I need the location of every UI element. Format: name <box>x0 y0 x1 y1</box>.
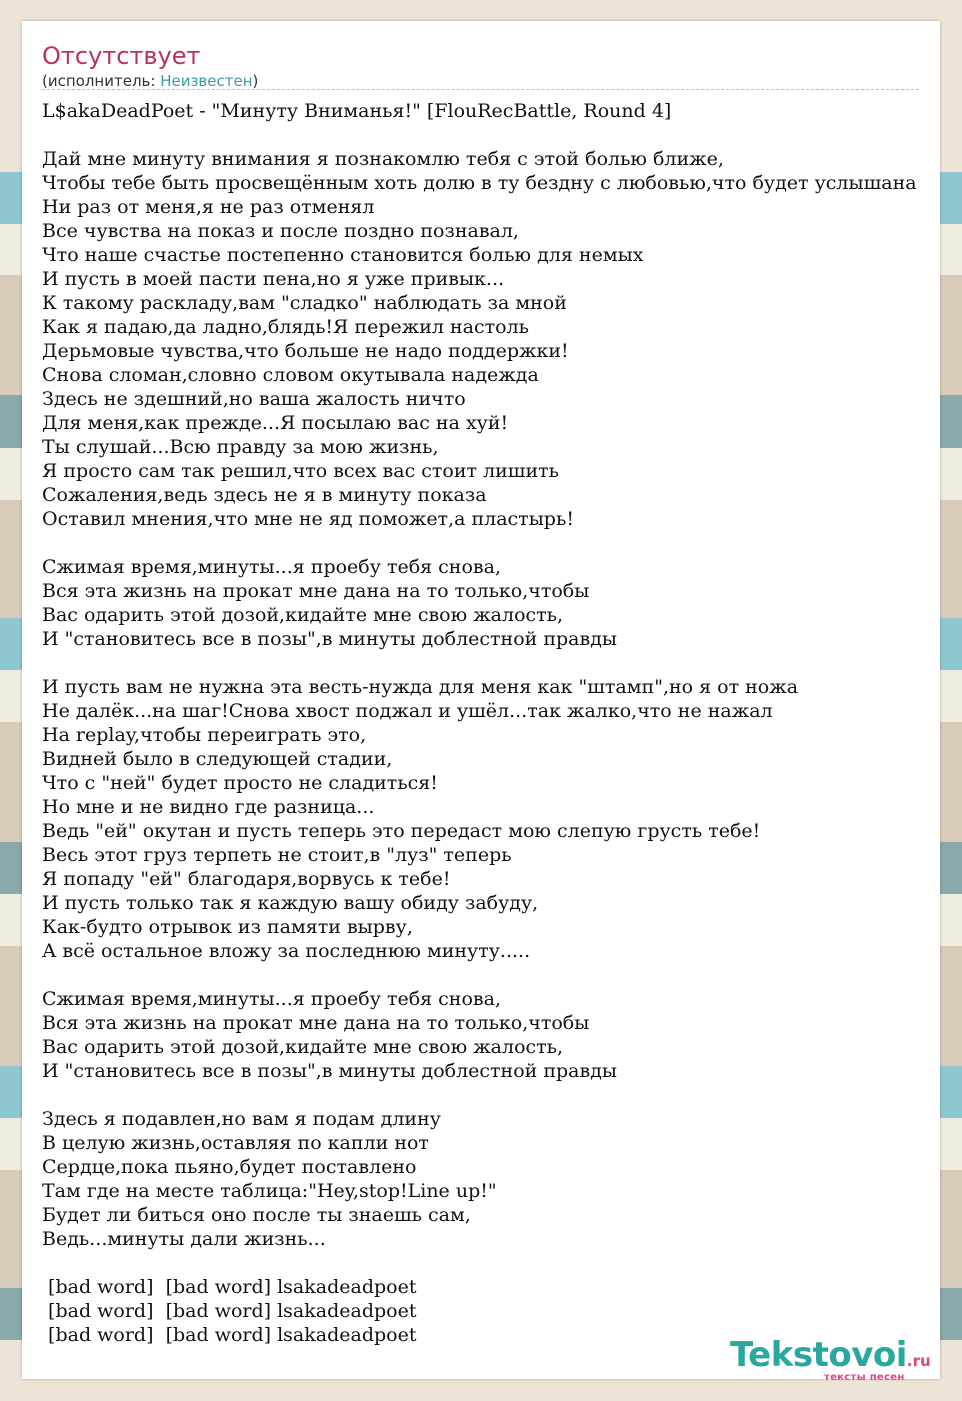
lyric-line: На replay,чтобы переиграть это, <box>42 724 367 746</box>
lyric-line <box>42 963 917 987</box>
title-divider <box>42 89 919 90</box>
lyric-line: Снова сломан,словно словом окутывала надежда <box>42 364 539 386</box>
lyric-line: Я попаду "ей" благодаря,ворвусь к тебе! <box>42 868 451 890</box>
lyrics-text <box>42 99 917 1347</box>
site-logo[interactable] <box>730 1335 931 1383</box>
lyric-line: Весь этот груз терпеть не стоит,в "луз" теперь <box>42 844 512 866</box>
lyric-line: И пусть вам не нужна эта весть-нужда для меня как "штамп",но я от ножа <box>42 676 799 698</box>
lyric-line <box>42 531 917 555</box>
lyric-line: Сжимая время,минуты...я проебу тебя снова, <box>42 556 501 578</box>
lyric-line: Вся эта жизнь на прокат мне дана на то только,чтобы <box>42 580 590 602</box>
lyric-line: И пусть в моей пасти пена,но я уже привык... <box>42 268 505 290</box>
lyric-line: В целую жизнь,оставляя по капли нот <box>42 1132 429 1154</box>
lyric-line: Что наше счастье постепенно становится болью для немых <box>42 244 644 266</box>
lyric-line: Я просто сам так решил,что всех вас стоит лишить <box>42 460 559 482</box>
lyric-line <box>42 1251 917 1275</box>
lyric-line: Здесь не здешний,но ваша жалость ничто <box>42 388 466 410</box>
lyric-line: Там где на месте таблица:"Hey,stop!Line up!" <box>42 1180 497 1202</box>
logo-tagline: тексты песен <box>824 1372 905 1383</box>
lyric-line: Что с "ней" будет просто не сладиться! <box>42 772 438 794</box>
song-title: Отсутствует <box>42 42 201 70</box>
lyric-line: И пусть только так я каждую вашу обиду забуду, <box>42 892 539 914</box>
lyric-line <box>42 651 917 675</box>
lyric-line: Как-будто отрывок из памяти вырву, <box>42 916 413 938</box>
lyric-line: Чтобы тебе быть просвещённым хоть долю в ту бездну с любовью,что будет услышана <box>42 172 917 194</box>
lyric-line: Для меня,как прежде...Я посылаю вас на хуй! <box>42 412 509 434</box>
lyric-line: Как я падаю,да ладно,блядь!Я пережил настоль <box>42 316 529 338</box>
logo-name: Tekstovoi <box>730 1335 907 1375</box>
lyric-line: Сожаления,ведь здесь не я в минуту показа <box>42 484 487 506</box>
lyric-line: Ни раз от меня,я не раз отменял <box>42 196 375 218</box>
lyric-line: И "становитесь все в позы",в минуты доблестной правды <box>42 628 618 650</box>
lyric-line: Все чувства на показ и после поздно познавал, <box>42 220 519 242</box>
lyric-line <box>42 123 917 147</box>
performer-link[interactable]: Неизвестен <box>160 72 253 90</box>
lyric-line: Дай мне минуту внимания я познакомлю тебя с этой болью ближе, <box>42 148 724 170</box>
lyric-line: Ведь "ей" окутан и пусть теперь это передаст мою слепую грусть тебе! <box>42 820 761 842</box>
lyric-line <box>42 1083 917 1107</box>
lyric-line: Ведь...минуты дали жизнь... <box>42 1228 326 1250</box>
lyric-line: L$akaDeadPoet - "Минуту Вниманья!" [FlouRecBattle, Round 4] <box>42 100 672 122</box>
lyrics-card <box>22 21 940 1383</box>
performer-line <box>42 71 258 91</box>
lyric-line: Здесь я подавлен,но вам я подам длину <box>42 1108 441 1130</box>
logo-tld: .ru <box>906 1352 931 1370</box>
lyric-line: Вас одарить этой дозой,кидайте мне свою жалость, <box>42 1036 564 1058</box>
lyric-line: Ты слушай...Всю правду за мою жизнь, <box>42 436 439 458</box>
lyric-line: Не далёк...на шаг!Снова хвост поджал и ушёл...так жалко,что не нажал <box>42 700 773 722</box>
lyric-line: [bad word] [bad word] lsakadeadpoet <box>42 1300 417 1322</box>
performer-suffix: ) <box>252 72 259 90</box>
lyric-line: [bad word] [bad word] lsakadeadpoet <box>42 1324 417 1346</box>
lyric-line: Вас одарить этой дозой,кидайте мне свою жалость, <box>42 604 564 626</box>
lyric-line: Вся эта жизнь на прокат мне дана на то только,чтобы <box>42 1012 590 1034</box>
lyric-line: Дерьмовые чувства,что больше не надо поддержки! <box>42 340 569 362</box>
lyric-line: К такому раскладу,вам "сладко" наблюдать за мной <box>42 292 567 314</box>
lyric-line: Сердце,пока пьяно,будет поставлено <box>42 1156 417 1178</box>
lyric-line: Будет ли биться оно после ты знаешь сам, <box>42 1204 471 1226</box>
lyric-line: И "становитесь все в позы",в минуты доблестной правды <box>42 1060 618 1082</box>
performer-prefix: (исполнитель: <box>42 72 161 90</box>
lyric-line: Оставил мнения,что мне не яд поможет,а пластырь! <box>42 508 574 530</box>
lyric-line: Но мне и не видно где разница... <box>42 796 375 818</box>
lyric-line: Сжимая время,минуты...я проебу тебя снова, <box>42 988 501 1010</box>
lyric-line: А всё остальное вложу за последнюю минуту..... <box>42 940 531 962</box>
lyric-line: [bad word] [bad word] lsakadeadpoet <box>42 1276 417 1298</box>
lyric-line: Видней было в следующей стадии, <box>42 748 393 770</box>
